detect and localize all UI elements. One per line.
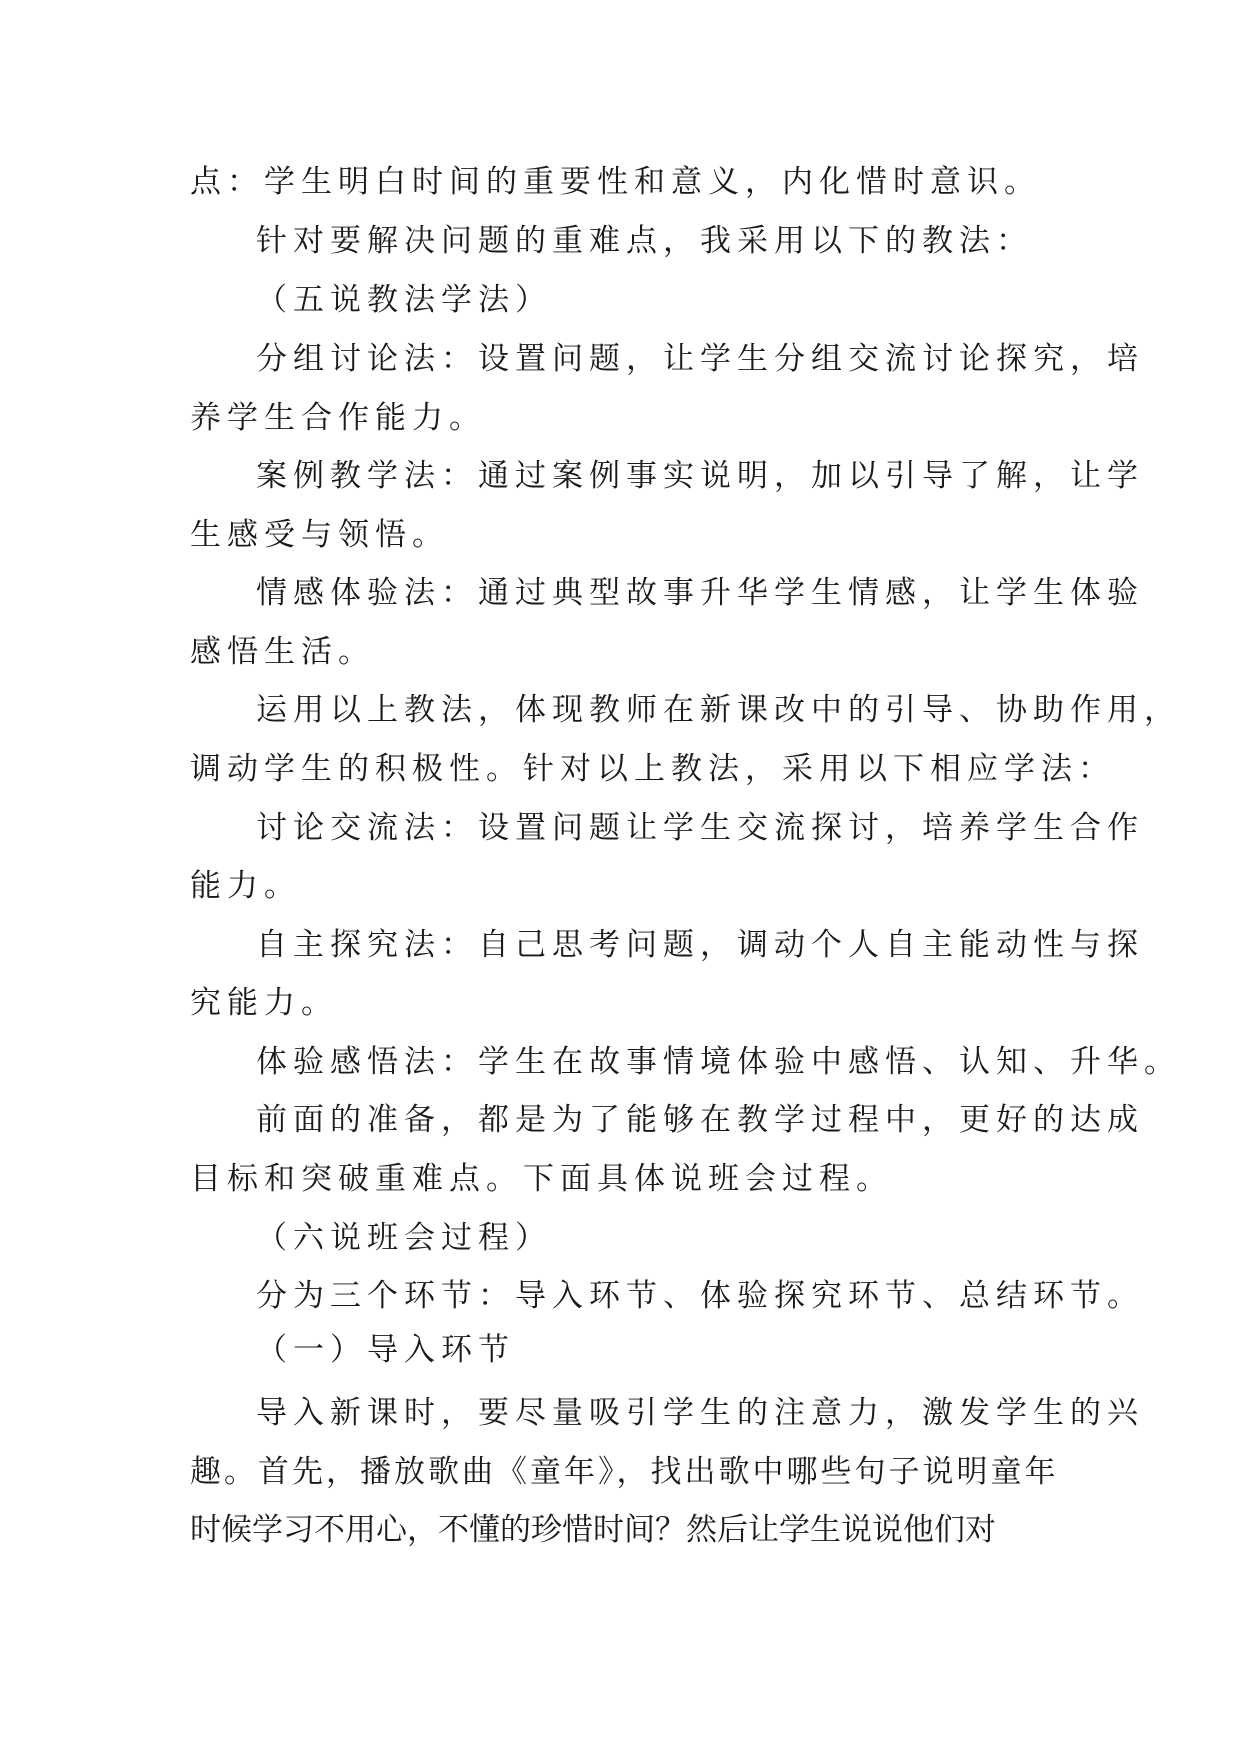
text-line: 养学生合作能力。 — [190, 400, 486, 436]
text-line: 分组讨论法：设置问题，让学生分组交流讨论探究，培 — [256, 341, 1144, 377]
text-line: 情感体验法：通过典型故事升华学生情感，让学生体验 — [256, 575, 1144, 611]
text-line: 前面的准备，都是为了能够在教学过程中，更好的达成 — [256, 1102, 1144, 1138]
text-line: 调动学生的积极性。针对以上教法，采用以下相应学法： — [190, 751, 1115, 787]
text-line: 运用以上教法，体现教师在新课改中的引导、协助作用， — [256, 692, 1181, 728]
text-line: 导入新课时，要尽量吸引学生的注意力，激发学生的兴 — [256, 1395, 1144, 1431]
text-line: 能力。 — [190, 868, 301, 904]
text-line: 讨论交流法：设置问题让学生交流探讨，培养学生合作 — [256, 810, 1144, 846]
text-line: 体验感悟法：学生在故事情境体验中感悟、认知、升华。 — [256, 1044, 1181, 1080]
section-heading: （五说教法学法） — [256, 282, 552, 318]
text-line: 自主探究法：自己思考问题，调动个人自主能动性与探 — [256, 927, 1144, 963]
text-line: 案例教学法：通过案例事实说明，加以引导了解，让学 — [256, 458, 1144, 494]
text-line: 目标和突破重难点。下面具体说班会过程。 — [190, 1161, 893, 1197]
text-line: 时候学习不用心，不懂的珍惜时间？然后让学生说说他们对 — [190, 1512, 996, 1548]
subsection-heading: （一）导入环节 — [256, 1332, 515, 1368]
section-heading: （六说班会过程） — [256, 1220, 552, 1256]
text-line: 分为三个环节：导入环节、体验探究环节、总结环节。 — [256, 1278, 1144, 1314]
text-line: 针对要解决问题的重难点，我采用以下的教法： — [256, 223, 1033, 259]
text-line: 生感受与领悟。 — [190, 517, 449, 553]
text-line: 究能力。 — [190, 985, 338, 1021]
text-line: 点：学生明白时间的重要性和意义，内化惜时意识。 — [190, 164, 1041, 200]
text-line: 趣。首先，播放歌曲《童年》，找出歌中哪些句子说明童年 — [190, 1454, 1059, 1490]
text-line: 感悟生活。 — [190, 634, 375, 670]
